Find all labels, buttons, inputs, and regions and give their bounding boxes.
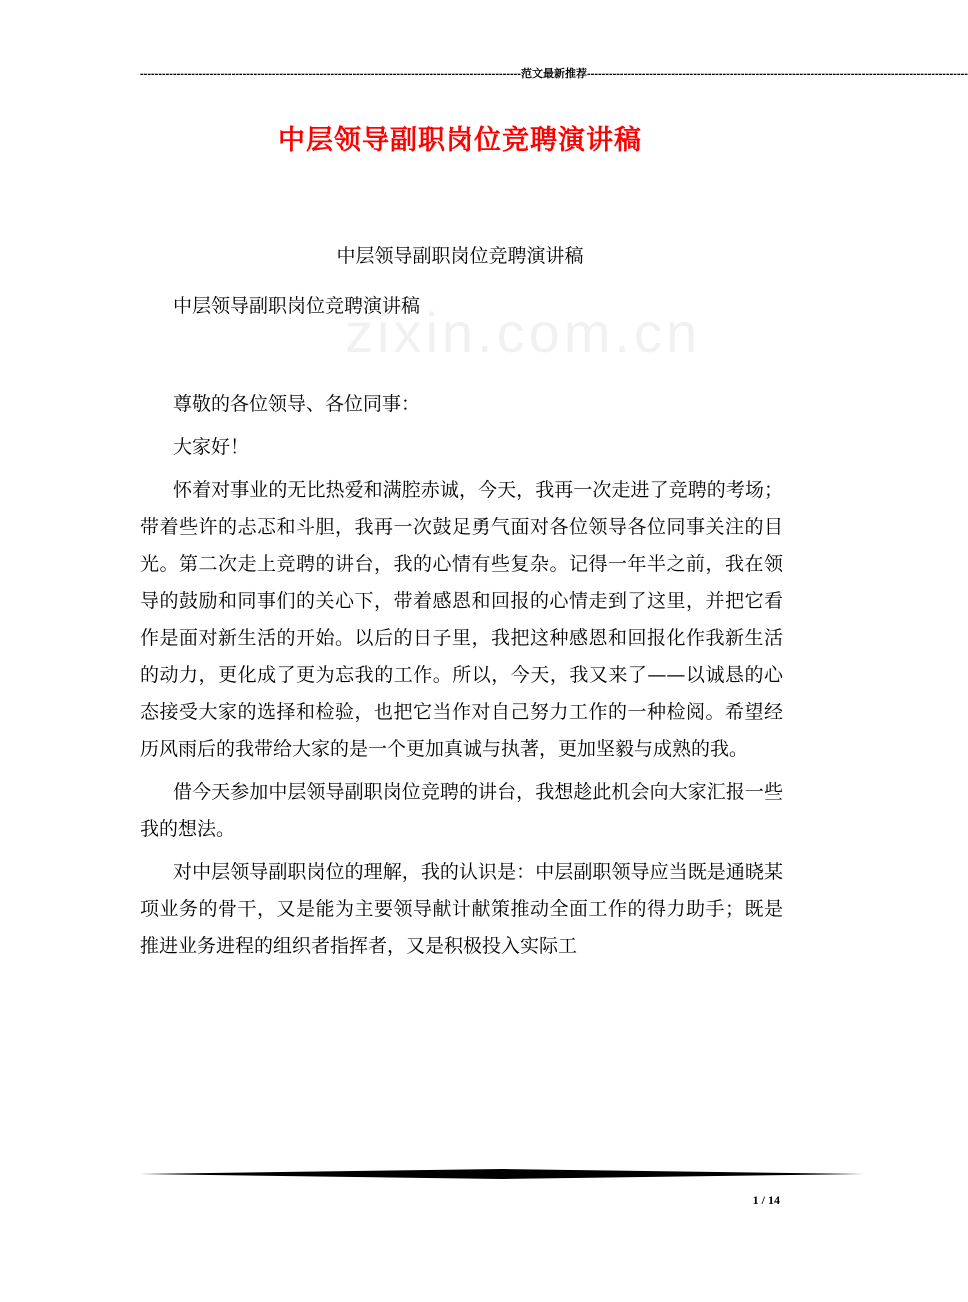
header-label: 范文最新推荐 bbox=[520, 68, 587, 80]
body-paragraph: 怀着对事业的无比热爱和满腔赤诚，今天，我再一次走进了竞聘的考场；带着些许的忐忑和斗胆，我再一次鼓足勇气面对各位领导各位同事关注的目光。第二次走上竞聘的讲台，我的心情有些复杂。记得一年半之前，我在领导的鼓励和同事们的关心下，带着感恩和回报的心情走到了这里，并把它看作是面对新生活的开始。以后的日子里，我把这种感恩和回报化作我新生活的动力，更化成了更为忘我的工作。所以，今天，我又来了——以诚恳的心态接受大家的选择和检验，也把它当作对自己努力工作的一种检阅。希望经历风雨后的我带给大家的是一个更加真诚与执著，更加坚毅与成熟的我。 bbox=[140, 479, 783, 760]
header-dashes-left: -------------------------------------------------------------------------------------------------------- bbox=[140, 68, 521, 80]
page-header bbox=[140, 66, 968, 82]
body-paragraph: 借今天参加中层领导副职岗位竞聘的讲台，我想趁此机会向大家汇报一些我的想法。 bbox=[140, 781, 783, 840]
document-body bbox=[140, 386, 783, 965]
watermark: zixin.com.cn bbox=[345, 301, 702, 364]
page-number: 1 / 14 bbox=[752, 1193, 780, 1207]
footer-divider bbox=[140, 1168, 864, 1180]
document-title: 中层领导副职岗位竞聘演讲稿 bbox=[278, 125, 642, 156]
header-dashes-right: -------------------------------------------------------------------------------------------------------- bbox=[586, 68, 968, 80]
document-subtitle-centered: 中层领导副职岗位竞聘演讲稿 bbox=[336, 245, 584, 267]
salutation: 尊敬的各位领导、各位同事： bbox=[173, 393, 421, 415]
document-subtitle-left: 中层领导副职岗位竞聘演讲稿 bbox=[173, 295, 421, 317]
greeting: 大家好！ bbox=[173, 436, 250, 458]
body-paragraph: 对中层领导副职岗位的理解，我的认识是：中层副职领导应当既是通晓某项业务的骨干，又是能为主要领导献计献策推动全面工作的得力助手；既是推进业务进程的组织者指挥者，又是积极投入实际工 bbox=[140, 861, 783, 957]
